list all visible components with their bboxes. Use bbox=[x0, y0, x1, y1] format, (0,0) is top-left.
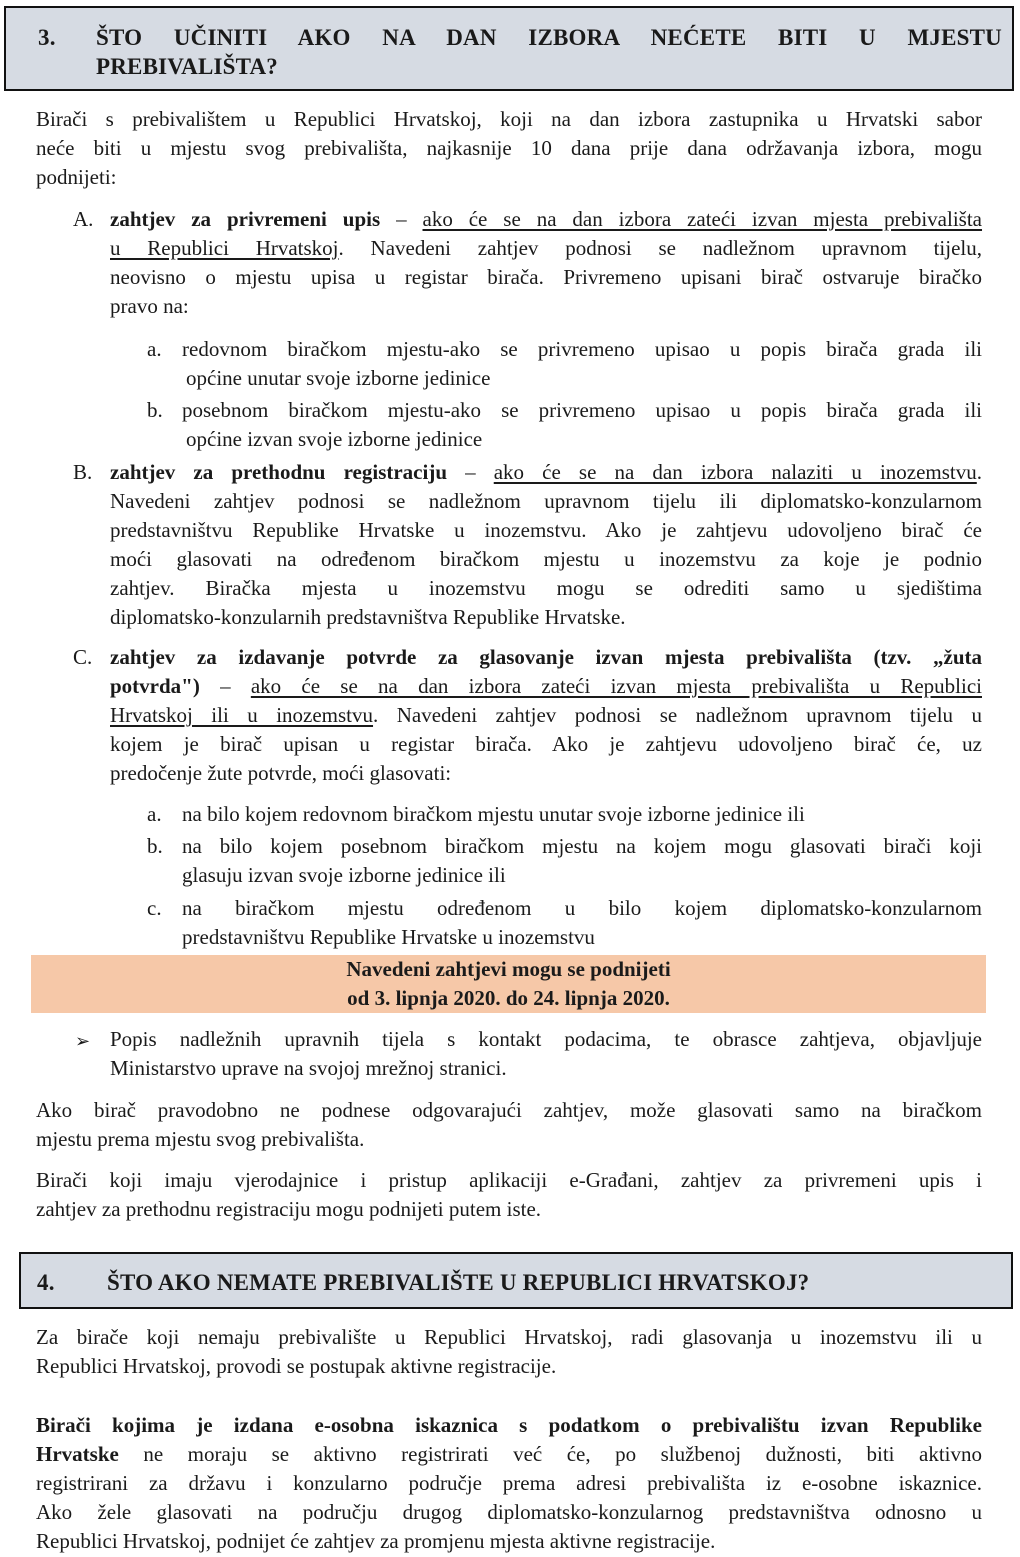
section-3-number: 3. bbox=[38, 25, 56, 50]
section-3-heading bbox=[4, 6, 1014, 91]
deadline-dates: od 3. lipnja 2020. do 24. lipnja 2020. bbox=[347, 986, 670, 1010]
item-c-condition: ako će se na dan izbora zateći izvan mjesta prebivališta u Republici bbox=[250, 674, 982, 698]
section-4-heading bbox=[19, 1252, 1013, 1309]
item-a-condition: ako će se na dan izbora zateći izvan mjesta prebivališta bbox=[422, 207, 983, 231]
list-label-c: C. bbox=[73, 645, 93, 669]
late-submission-paragraph: Ako birač pravodobno ne podnese odgovarajući zahtjev, može glasovati samo na biračkom mjestu prema mjestu svog prebivališta. bbox=[36, 1098, 982, 1151]
section-4-intro: Za birače koji nemaju prebivalište u Republici Hrvatskoj, radi glasovanja u inozemstvu ili u Republici Hrvatskoj, provodi se postupak aktivne registracije. bbox=[36, 1325, 982, 1378]
section-3-title-line2: PREBIVALIŠTA? bbox=[96, 54, 278, 79]
e-id-paragraph: Birači kojima je izdana e-osobna iskaznica s podatkom o prebivalištu izvan Republike Hrvatske ne moraju se aktivno registrirati već će, po službenoj dužnosti, biti aktivno registrirani za državu i konzularno područje prema adresi prebivališta iz e-osobne iskaznice. Ako žele glasovati na području drugog diplomatsko-konzularnog predstavništva odnosno u Republici Hrvatskoj, podnijet će zahtjev za promjenu mjesta aktivne registracije. bbox=[36, 1413, 982, 1553]
list-label-a: A. bbox=[73, 207, 94, 231]
item-b-condition: ako će se na dan izbora nalaziti u inozemstvu bbox=[493, 460, 977, 484]
e-gradjani-paragraph: Birači koji imaju vjerodajnice i pristup aplikaciji e-Građani, zahtjev za privremeni upis i zahtjev za prethodnu registraciju mogu podnijeti putem iste. bbox=[36, 1168, 982, 1221]
arrowhead-bullet-icon: ➢ bbox=[75, 1031, 91, 1051]
section-3-intro: Birači s prebivalištem u Republici Hrvatskoj, koji na dan izbora zastupnika u Hrvatski sabor neće biti u mjestu svog prebivališta, najkasnije 10 dana prije dana održavanja izbora, mogu podnijeti: bbox=[36, 107, 982, 189]
section-4-title: ŠTO AKO NEMATE PREBIVALIŠTE U REPUBLICI HRVATSKOJ? bbox=[107, 1270, 810, 1295]
section-3-title-line1: ŠTO UČINITI AKO NA DAN IZBORA NEĆETE BITI U MJESTU bbox=[96, 25, 1002, 50]
list-label-b: B. bbox=[73, 460, 93, 484]
section-4-number: 4. bbox=[37, 1270, 55, 1295]
ministry-notice: Popis nadležnih upravnih tijela s kontakt podacima, te obrasce zahtjeva, objavljuje Ministarstvo uprave na svojoj mrežnoj stranici. bbox=[110, 1027, 982, 1080]
deadline-line1: Navedeni zahtjevi mogu se podnijeti bbox=[346, 957, 671, 981]
deadline-highlight-box bbox=[31, 955, 986, 1013]
